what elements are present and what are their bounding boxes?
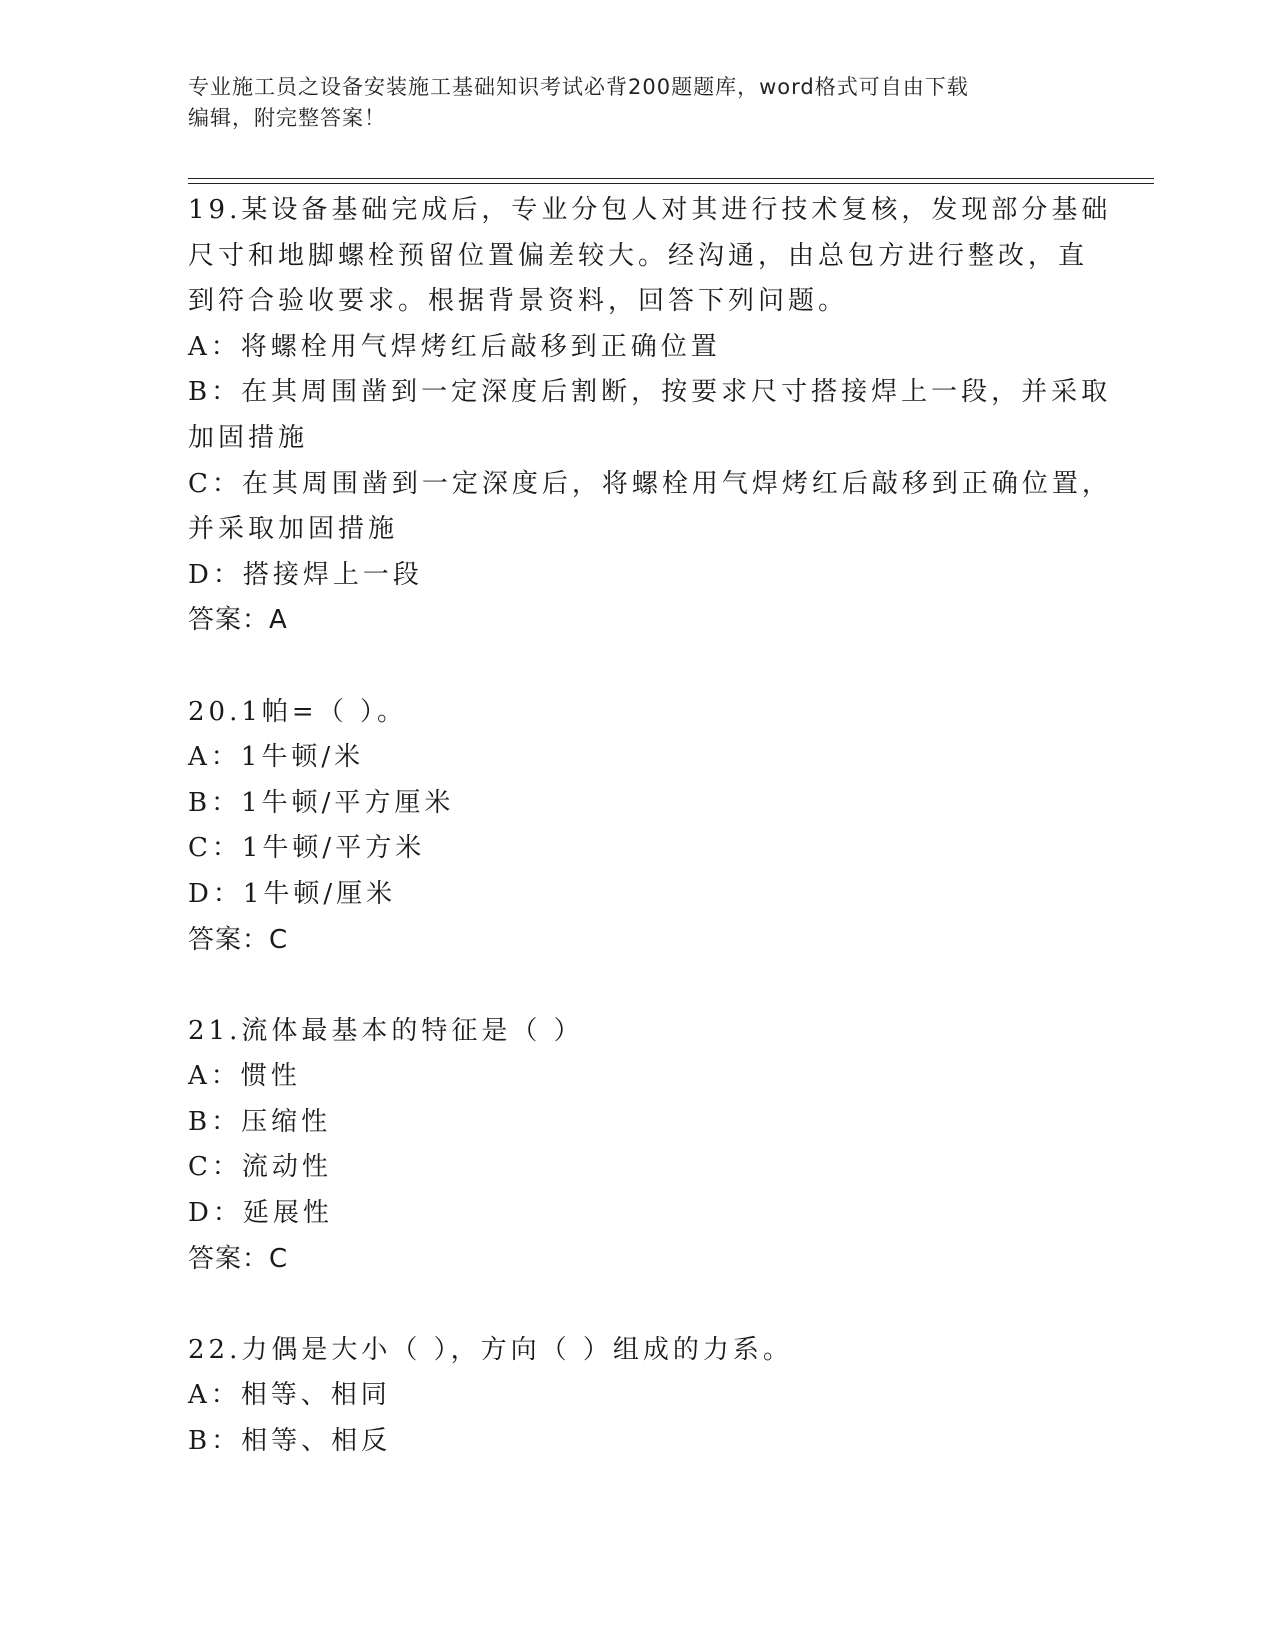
question-21 bbox=[188, 1009, 1088, 1283]
question-stem: 尺寸和地脚螺栓预留位置偏差较大。经沟通，由总包方进行整改，直 bbox=[188, 240, 1089, 271]
spacer bbox=[188, 963, 1088, 1009]
option-c-continued: 并采取加固措施 bbox=[188, 514, 399, 545]
answer: 答案：C bbox=[188, 1243, 289, 1274]
question-stem: 20.1帕=（ ）。 bbox=[188, 696, 407, 727]
option-c: C：在其周围凿到一定深度后，将螺栓用气焊烤红后敲移到正确位置， bbox=[188, 468, 1112, 499]
option-b: B：压缩性 bbox=[188, 1106, 332, 1137]
header-title-line-1: 专业施工员之设备安装施工基础知识考试必背200题题库，word格式可自由下载 bbox=[188, 75, 969, 99]
option-a: A：将螺栓用气焊烤红后敲移到正确位置 bbox=[188, 331, 721, 362]
option-a: A：惯性 bbox=[188, 1061, 301, 1092]
option-b: B：在其周围凿到一定深度后割断，按要求尺寸搭接焊上一段，并采取 bbox=[188, 377, 1112, 408]
question-22 bbox=[188, 1328, 1088, 1465]
spacer bbox=[188, 644, 1088, 690]
option-d: D：延展性 bbox=[188, 1198, 333, 1229]
option-c: C：1牛顿/平方米 bbox=[188, 833, 426, 864]
page-header bbox=[188, 72, 1068, 134]
option-b: B：1牛顿/平方厘米 bbox=[188, 787, 455, 818]
option-d: D：搭接焊上一段 bbox=[188, 559, 423, 590]
option-b: B：相等、相反 bbox=[188, 1426, 392, 1457]
question-stem: 21.流体最基本的特征是（ ） bbox=[188, 1015, 584, 1046]
option-a: A：相等、相同 bbox=[188, 1380, 391, 1411]
question-stem: 到符合验收要求。根据背景资料，回答下列问题。 bbox=[188, 286, 849, 317]
question-20 bbox=[188, 690, 1088, 964]
option-b-continued: 加固措施 bbox=[188, 422, 309, 453]
header-title-line-2: 编辑，附完整答案！ bbox=[188, 106, 386, 130]
option-c: C：流动性 bbox=[188, 1152, 332, 1183]
question-stem: 19.某设备基础完成后，专业分包人对其进行技术复核，发现部分基础 bbox=[188, 195, 1112, 225]
question-19 bbox=[188, 188, 1112, 644]
header-double-rule bbox=[188, 178, 1154, 184]
option-d: D：1牛顿/厘米 bbox=[188, 878, 397, 909]
answer: 答案：A bbox=[188, 605, 288, 636]
spacer bbox=[188, 1282, 1088, 1328]
question-list bbox=[188, 188, 1112, 1465]
option-a: A：1牛顿/米 bbox=[188, 742, 365, 773]
question-stem: 22.力偶是大小（ ），方向（ ）组成的力系。 bbox=[188, 1334, 793, 1365]
answer: 答案：C bbox=[188, 924, 289, 955]
